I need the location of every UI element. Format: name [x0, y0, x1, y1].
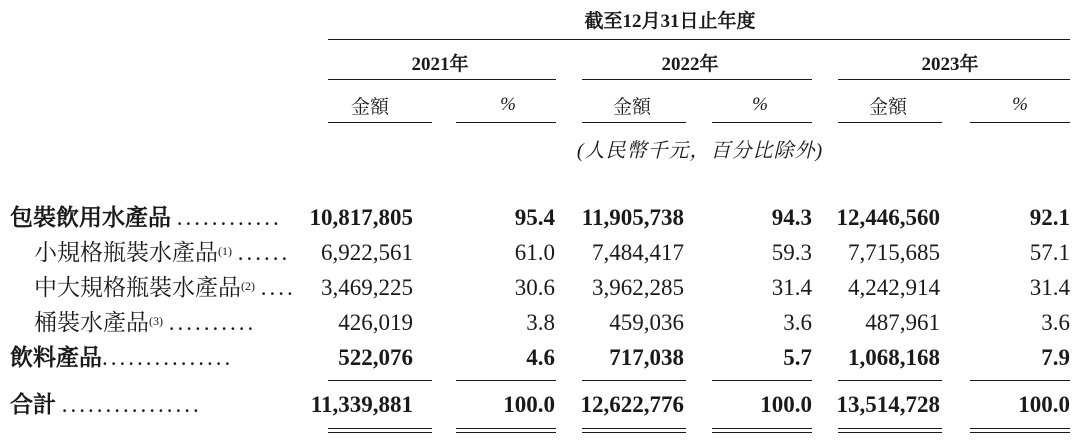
amount-header-2023: 金額 [868, 97, 907, 118]
cell-2023-amount: 4,242,914 [848, 275, 940, 300]
total-doubleline-2022-percent [712, 428, 812, 433]
year-2023-underline [838, 79, 1070, 80]
row-label: 小規格瓶裝水產品$^{(1)}$ ...... [34, 240, 291, 265]
cell-2023-amount: 7,715,685 [848, 240, 940, 265]
table-row-total [0, 388, 1080, 422]
cell-2022-amount: 12,622,776 [580, 392, 684, 417]
percent-2023-underline [970, 122, 1070, 123]
percent-header-2023: % [1012, 94, 1028, 115]
cell-2021-amount: 11,339,881 [310, 392, 413, 417]
table-row-packaged-water [0, 201, 1080, 235]
cell-2022-amount: 717,038 [609, 345, 684, 370]
cell-2022-percent: 31.4 [771, 275, 812, 300]
cell-2021-percent: 4.6 [526, 345, 555, 370]
cell-2021-amount: 10,817,805 [309, 205, 413, 230]
total-doubleline-2022-amount [582, 428, 686, 433]
total-doubleline-2021-percent [456, 428, 556, 433]
amount-2022-underline [582, 122, 686, 123]
total-topline-2022-percent [712, 380, 812, 381]
cell-2022-percent: 59.3 [771, 240, 812, 265]
row-label: 桶裝水產品$^{(3)}$ .......... [34, 310, 257, 335]
cell-2021-percent: 3.8 [526, 310, 555, 335]
cell-2022-percent: 3.6 [783, 310, 812, 335]
cell-2022-percent: 94.3 [771, 205, 812, 230]
cell-2023-percent: 7.9 [1041, 345, 1070, 370]
percent-header-2021: % [500, 94, 516, 115]
cell-2023-amount: 13,514,728 [836, 392, 940, 417]
year-2023: 2023年 [921, 54, 979, 75]
percent-header-2022: % [752, 94, 768, 115]
year-2021: 2021年 [411, 54, 469, 75]
table-row-beverages [0, 341, 1080, 375]
total-doubleline-2023-amount [838, 428, 942, 433]
cell-2021-amount: 6,922,561 [321, 240, 413, 265]
amount-2023-underline [838, 122, 942, 123]
cell-2022-percent: 100.0 [760, 392, 812, 417]
row-label: 中大規格瓶裝水產品$^{(2)}$ .... [34, 275, 296, 300]
total-topline-2021-amount [328, 380, 432, 381]
cell-2022-amount: 459,036 [609, 310, 684, 335]
row-label: 合計 ................ [10, 392, 202, 417]
cell-2023-percent: 92.1 [1029, 205, 1070, 230]
cell-2022-amount: 3,962,285 [592, 275, 684, 300]
table-row-barreled [0, 306, 1080, 340]
total-doubleline-2023-percent [970, 428, 1070, 433]
cell-2023-percent: 3.6 [1041, 310, 1070, 335]
cell-2021-percent: 100.0 [503, 392, 555, 417]
percent-2021-underline [456, 122, 556, 123]
cell-2022-percent: 5.7 [783, 345, 812, 370]
cell-2023-percent: 100.0 [1018, 392, 1070, 417]
cell-2023-amount: 1,068,168 [848, 345, 940, 370]
cell-2023-percent: 57.1 [1029, 240, 1070, 265]
unit-note: (人民幣千元，百分比除外) [576, 140, 824, 162]
total-topline-2023-amount [838, 380, 942, 381]
cell-2021-percent: 30.6 [514, 275, 555, 300]
cell-2023-percent: 31.4 [1029, 275, 1070, 300]
total-topline-2023-percent [970, 380, 1070, 381]
cell-2021-percent: 95.4 [514, 205, 555, 230]
cell-2022-amount: 7,484,417 [592, 240, 684, 265]
row-label: 飲料產品............... [10, 345, 234, 370]
total-topline-2021-percent [456, 380, 556, 381]
cell-2021-amount: 426,019 [338, 310, 413, 335]
total-topline-2022-amount [582, 380, 686, 381]
amount-header-2022: 金額 [612, 97, 651, 118]
year-2021-underline [328, 79, 556, 80]
cell-2021-percent: 61.0 [514, 240, 555, 265]
year-2022-underline [582, 79, 812, 80]
total-doubleline-2021-amount [328, 428, 432, 433]
cell-2021-amount: 522,076 [338, 345, 413, 370]
cell-2023-amount: 12,446,560 [836, 205, 940, 230]
cell-2021-amount: 3,469,225 [321, 275, 413, 300]
table-row-small-bottled [0, 236, 1080, 270]
percent-2022-underline [712, 122, 812, 123]
amount-2021-underline [328, 122, 432, 123]
cell-2023-amount: 487,961 [865, 310, 940, 335]
period-underline [328, 39, 1070, 40]
cell-2022-amount: 11,905,738 [581, 205, 684, 230]
row-label: 包裝飲用水產品 ............ [10, 205, 282, 230]
year-2022: 2022年 [661, 54, 719, 75]
period-header: 截至12月31日止年度 [584, 11, 756, 32]
table-row-large-bottled [0, 271, 1080, 305]
amount-header-2021: 金額 [350, 97, 389, 118]
